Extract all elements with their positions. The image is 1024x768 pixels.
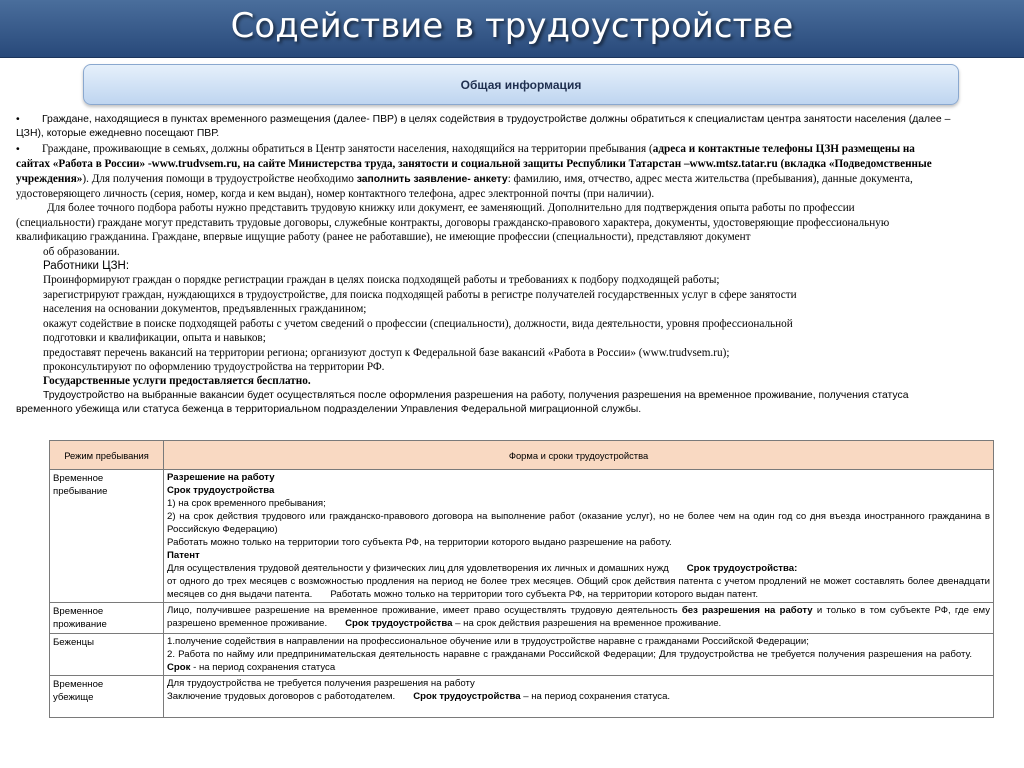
bullet: • (16, 143, 20, 155)
section-header-label: Общая информация (460, 77, 582, 92)
paragraph-families-line-2: сайтах «Работа в России» -www.trudvsem.ru, на сайте Министерства труда, занятости и социальной защиты Республики Татарстан –www.mtsz.tatar.ru (вкладка «Подведомственные (16, 158, 932, 171)
paragraph-documents-line-2: (специальности) граждане могут представить трудовые договоры, служебные контракты, договоры гражданско-правового характера, документы, удостоверяющие профессиональную (16, 216, 890, 229)
row-label-temporary-stay: Временное пребывание (50, 470, 164, 603)
row-label-refugees: Беженцы (50, 634, 164, 676)
workers-item-3-line-1: окажут содействие в поиске подходящей работы с учетом сведений о профессии (специальности), должности, вида деятельности, уровня профессиональной (43, 317, 793, 330)
paragraph-families-line-3: учреждения»). Для получения помощи в трудоустройстве необходимо заполнить заявление- анкету: фамилию, имя, отчество, адрес места жительства (пребывания), данные документа, (16, 172, 913, 185)
closing-paragraph-line-2: временного убежища или статуса беженца в территориальном подразделении Управления Федеральной миграционной службы. (16, 404, 642, 416)
paragraph-families-line-1: • Граждане, проживающие в семьях, должны обратиться в Центр занятости населения, находящийся на территории пребывания (адреса и контактные телефоны ЦЗН размещены на (16, 142, 1006, 157)
workers-heading: Работники ЦЗН: (43, 260, 130, 273)
paragraph-documents-line-4: об образовании. (43, 245, 120, 258)
header-employment-terms: Форма и сроки трудоустройства (164, 441, 994, 470)
title-bar (0, 0, 1024, 58)
table-header-row (50, 441, 994, 470)
paragraph-documents-line-1: Для более точного подбора работы нужно представить трудовую книжку или документ, ее заменяющий. Дополнительно для подтверждения опыта работы по профессии (47, 202, 855, 215)
employment-table (49, 440, 994, 718)
header-stay-mode: Режим пребывания (50, 441, 164, 470)
closing-paragraph-line-1: Трудоустройство на выбранные вакансии будет осуществляться после оформления разрешения на работу, получения разрешения на временное проживание, получения статуса (43, 389, 909, 401)
workers-item-5: проконсультируют по оформлению трудоустройства на территории РФ. (43, 360, 385, 373)
table-row (50, 676, 994, 718)
table-row (50, 603, 994, 634)
workers-item-4: предоставят перечень вакансий на территории региона; организуют доступ к Федеральной базе вакансий «Работа в России» (www.trudvsem.ru); (43, 346, 730, 359)
row-content-temporary-stay: Разрешение на работу Срок трудоустройства 1) на срок временного пребывания; 2) на срок действия трудового или гражданско-правового договора на выполнение работ (оказание услуг), но не более чем на один год со дня въезда иностранного гражданина в Российскую Федерацию) Работать можно только на территории того субъекта РФ, на территории которого выдано разрешение на работу. Патент Для осуществления трудовой деятельности у физических лиц для удовлетворения их личных и домашних нужд Срок трудоустройства: от одного до трех месяцев с возможностью продления на период не более трех месяцев. Общий срок действия патента с учетом продлений не может составлять более двенадцати месяцев со дня выдачи патента. Работать можно только на территории того субъекта РФ, на территории которого выдан патент. (164, 470, 994, 603)
paragraph-pvr-line-2: ЦЗН), которые ежедневно посещают ПВР. (16, 128, 220, 140)
page-title: Содействие в трудоустройстве (230, 6, 794, 46)
workers-item-3-line-2: подготовки и квалификации, опыта и навыков; (43, 332, 266, 345)
row-label-temporary-asylum: Временное убежище (50, 676, 164, 718)
row-content-temporary-asylum: Для трудоустройства не требуется получения разрешения на работу Заключение трудовых договоров с работодателем. Срок трудоустройства – на период сохранения статуса. (164, 676, 994, 718)
free-services-note: Государственные услуги предоставляется бесплатно. (43, 375, 311, 388)
paragraph-pvr-line-1: • Граждане, находящиеся в пунктах временного размещения (далее- ПВР) в целях содействия в трудоустройстве должны обратиться к специалистам центра занятости населения (далее – (16, 113, 1006, 127)
table-row (50, 470, 994, 603)
table-row (50, 634, 994, 676)
row-content-temporary-residence: Лицо, получившее разрешение на временное проживание, имеет право осуществлять трудовую деятельность без разрешения на работу и только в том субъекте РФ, где ему разрешено временное проживание. Срок трудоустройства – на срок действия разрешения на временное проживание. (164, 603, 994, 634)
row-label-temporary-residence: Временное проживание (50, 603, 164, 634)
bullet: • (16, 114, 20, 125)
workers-item-1: Проинформируют граждан о порядке регистрации граждан в целях поиска подходящей работы и требованиях к подбору подходящей работы; (43, 274, 720, 287)
workers-item-2-line-1: зарегистрируют граждан, нуждающихся в трудоустройстве, для поиска подходящей работы в регистре получателей государственных услуг в сфере занятости (43, 288, 797, 301)
paragraph-documents-line-3: квалификацию гражданина. Граждане, впервые ищущие работу (ранее не работавшие), не имеющие профессии (специальности), представляют документ (16, 231, 751, 244)
row-content-refugees: 1.получение содействия в направлении на профессиональное обучение или в трудоустройстве наравне с гражданами Российской Федерации; 2. Работа по найму или предпринимательская деятельность наравне с гражданами Российской Федерации; Для трудоустройства не требуется получения разрешения на работу.Срок - на период сохранения статуса (164, 634, 994, 676)
info-text (16, 113, 1006, 418)
section-header (83, 64, 959, 105)
workers-item-2-line-2: населения на основании документов, предъявленных гражданином; (43, 303, 367, 316)
paragraph-families-line-4: удостоверяющего личность (серия, номер, когда и кем выдан), номер контактного телефона, адрес электронной почты (при наличии). (16, 188, 655, 201)
